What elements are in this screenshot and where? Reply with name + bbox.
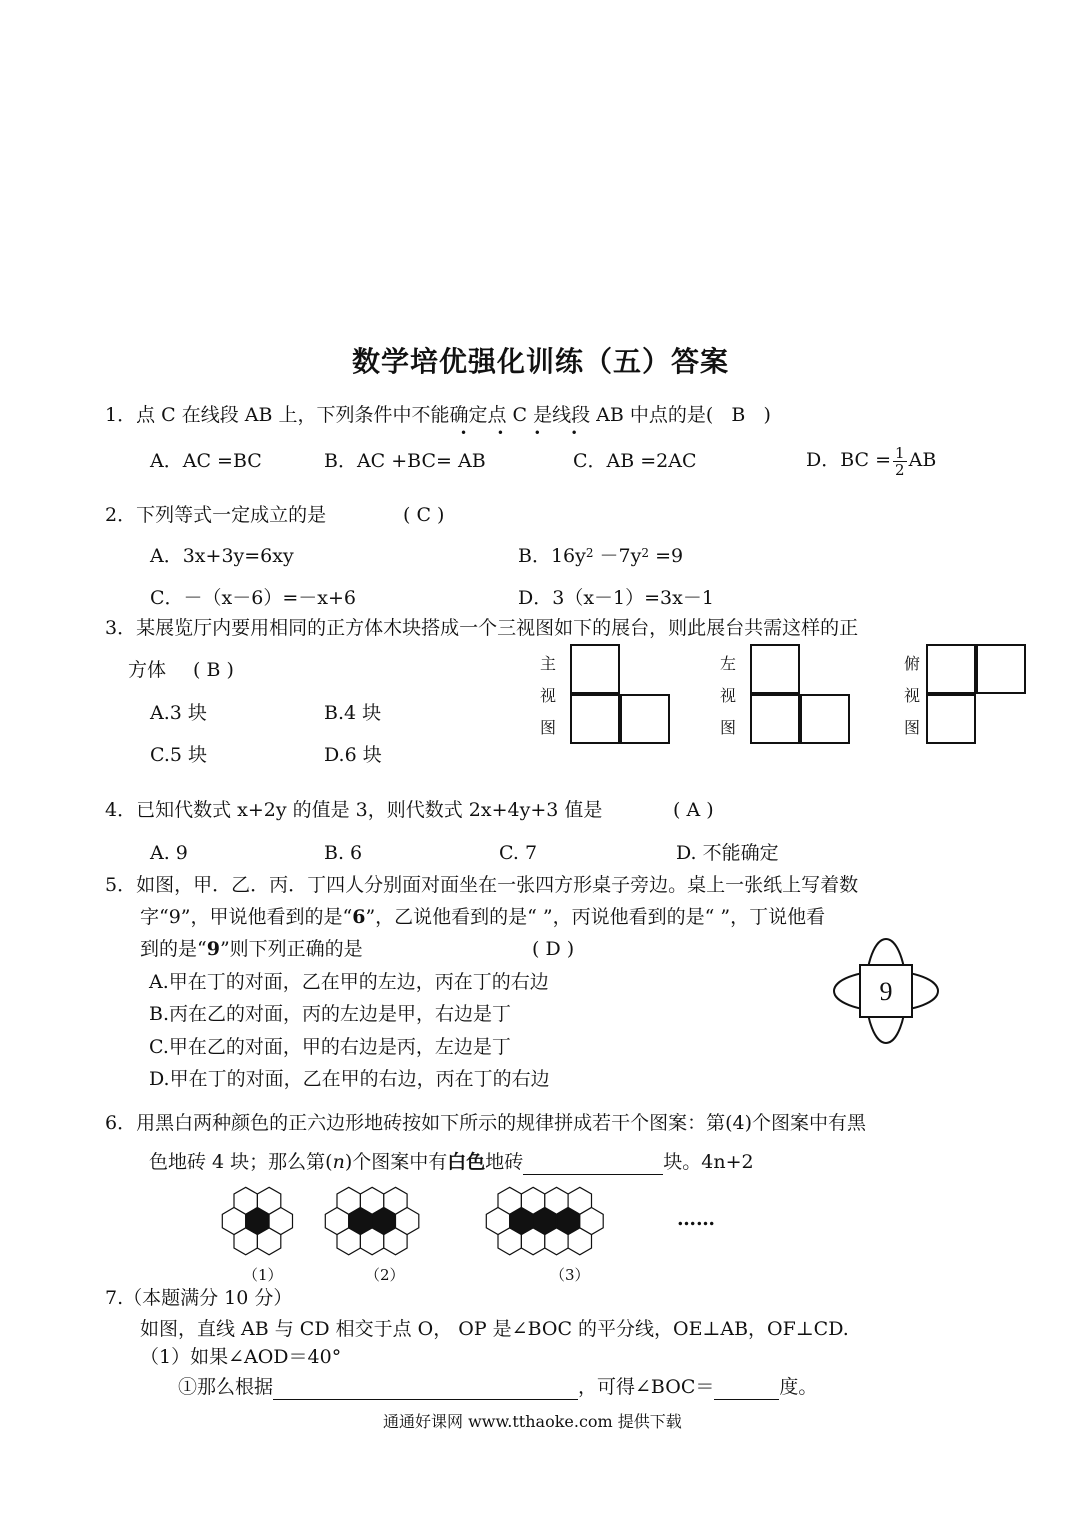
answer-blank — [714, 1375, 779, 1400]
q3-stem: 3．某展览厅内要用相同的正方体木块搭成一个三视图如下的展台，则此展台共需这样的正 — [105, 617, 859, 639]
q5-option-a: A.甲在丁的对面，乙在甲的左边，丙在丁的右边 — [149, 971, 549, 993]
q5-line-1: 5．如图，甲．乙．丙．丁四人分别面对面坐在一张四方形桌子旁边。桌上一张纸上写着数 — [105, 874, 859, 896]
q2-answer: ( C ) — [403, 504, 445, 526]
hexagon-patterns — [200, 1175, 760, 1287]
q5-option-c: C.甲在乙的对面，甲的右边是丙，左边是丁 — [149, 1036, 511, 1058]
q4-option-b: B. 6 — [324, 842, 363, 864]
page-title: 数学培优强化训练（五）答案 — [352, 345, 730, 378]
q7-line-4: ①那么根据 ，可得∠BOC＝ 度。 — [178, 1376, 818, 1398]
q5-line-3: 到的是“9”则下列正确的是 — [140, 938, 363, 960]
q5-line-2: 字“9”，甲说他看到的是“6”，乙说他看到的是“ ”，丙说他看到的是“ ”，丁说他看 — [140, 906, 826, 928]
document-page: 数学培优强化训练（五）答案 1．点 C 在线段 AB 上，下列条件中不能确定点 C 是线段 AB 中点的是( B ) • • • • A．AC =BC B．AC +BC= AB C．AB =2AC D．BC = $\frac{1}{2}$ AB 2．下列等式一定成立的是 ( C ) A．3x+3y=6xy B．$16y^2 -7y^2 =9$ C．－（x－6）=－x+6 D．3（x－1）=3x－1 3．某展览厅内要用相同的正方体木块搭成一个三视图如下的展台，则此展台共需这样的正 方体 ( B ) A.3 块 B.4 块 C.5 块 D.6 块 主 视 图 左 视 图 俯 视 图 4．已知代数式 x+2y 的值是 3，则代数式 2x+4y+3 值是 ( A ) A. 9 B. 6 C. 7 D. 不能确定 5．如图，甲．乙．丙．丁四人分别面对面坐在一张四方形桌子旁边。桌上一张纸上写着数 字“9”，甲说他看到的是“6”，乙说他看到的是“ ”，丙说他看到的是“ ”，丁说他看 到的是“9”则下列正确的是 ( D ) A.甲在丁的对面，乙在甲的左边，丙在丁的右边 B.丙在乙的对面，丙的左边是甲，右边是丁 C.甲在乙的对面，甲的右边是丙，左边是丁 D.甲在丁的对面，乙在甲的右边，丙在丁的右边 9 6．用黑白两种颜色的正六边形地砖按如下所示的规律拼成若干个图案：第(4)个图案中有黑 色地砖 4 块；那么第(n)个图案中有白色地砖 块。4n+2 （1） （2） （3） …… 7.（本题满分 10 分） 如图，直线 AB 与 CD 相交于点 O， OP 是∠BOC 的平分线，OE⊥AB，OF⊥CD. （1）如果∠AOD＝40° ①那么根据 ，可得∠BOC＝ 度。 通通好课网 www.tthaoke.com 提供下载 — [0, 0, 1087, 1536]
view-cell — [570, 694, 620, 744]
q7-line-2: 如图，直线 AB 与 CD 相交于点 O， OP 是∠BOC 的平分线，OE⊥AB，OF⊥CD. — [140, 1318, 849, 1340]
q6-line-2: 色地砖 4 块；那么第(n)个图案中有白色地砖 块。4n+2 — [149, 1151, 754, 1173]
ellipsis: …… — [677, 1208, 715, 1230]
q3-stem-2: 方体 — [128, 659, 167, 681]
q4-option-c: C. 7 — [499, 842, 538, 864]
q3-option-b: B.4 块 — [324, 702, 382, 724]
q5-answer: ( D ) — [532, 938, 575, 960]
q6-line-1: 6．用黑白两种颜色的正六边形地砖按如下所示的规律拼成若干个图案：第(4)个图案中有黑 — [105, 1112, 867, 1134]
q7-line-3: （1）如果∠AOD＝40° — [140, 1346, 342, 1368]
q4-stem: 4．已知代数式 x+2y 的值是 3，则代数式 2x+4y+3 值是 — [105, 799, 603, 821]
q1-option-a: A．AC =BC — [150, 450, 262, 472]
q4-answer: ( A ) — [673, 799, 714, 821]
q2-stem: 2．下列等式一定成立的是 — [105, 504, 327, 526]
q3-option-a: A.3 块 — [150, 702, 207, 724]
fraction: $\frac{1}{2}$ — [895, 443, 905, 479]
view-cell — [620, 694, 670, 744]
q7-line-1: 7.（本题满分 10 分） — [105, 1287, 293, 1309]
view-cell — [570, 644, 620, 694]
q2-option-d: D．3（x－1）=3x－1 — [518, 587, 714, 609]
q3-option-c: C.5 块 — [150, 744, 208, 766]
q4-option-d: D. 不能确定 — [676, 842, 779, 864]
emphasis-dots: • • • • — [460, 426, 591, 440]
q4-option-a: A. 9 — [150, 842, 188, 864]
q5-option-b: B.丙在乙的对面，丙的左边是甲，右边是丁 — [149, 1003, 512, 1025]
pattern-label-2: （2） — [365, 1266, 405, 1284]
q5-option-d: D.甲在丁的对面，乙在甲的右边，丙在丁的右边 — [149, 1068, 550, 1090]
q1-stem: 1．点 C 在线段 AB 上，下列条件中不能确定点 C 是线段 AB 中点的是( B ) — [105, 404, 771, 426]
view-cell — [750, 644, 800, 694]
view-cell — [926, 644, 976, 694]
table-figure — [830, 935, 942, 1047]
view-cell — [976, 644, 1026, 694]
q2-option-a: A．3x+3y=6xy — [150, 545, 294, 567]
view-cell — [750, 694, 800, 744]
table-digit: 9 — [879, 977, 893, 1006]
q3-answer: ( B ) — [193, 659, 234, 681]
q1-option-c: C．AB =2AC — [573, 450, 697, 472]
q1-option-b: B．AC +BC= AB — [324, 450, 486, 472]
view-cell — [800, 694, 850, 744]
footer-text: 通通好课网 www.tthaoke.com 提供下载 — [383, 1412, 682, 1431]
q1-option-d: D．BC = $\frac{1}{2}$ AB — [806, 443, 937, 479]
q2-option-b: B．$16y^2 -7y^2 =9$ — [518, 545, 684, 567]
pattern-label-3: （3） — [550, 1266, 590, 1284]
answer-blank — [273, 1375, 578, 1400]
q1-answer: B — [731, 404, 746, 426]
q2-option-c: C．－（x－6）=－x+6 — [150, 587, 356, 609]
q3-option-d: D.6 块 — [324, 744, 382, 766]
view-cell — [926, 694, 976, 744]
answer-blank — [523, 1150, 663, 1175]
pattern-label-1: （1） — [243, 1266, 283, 1284]
